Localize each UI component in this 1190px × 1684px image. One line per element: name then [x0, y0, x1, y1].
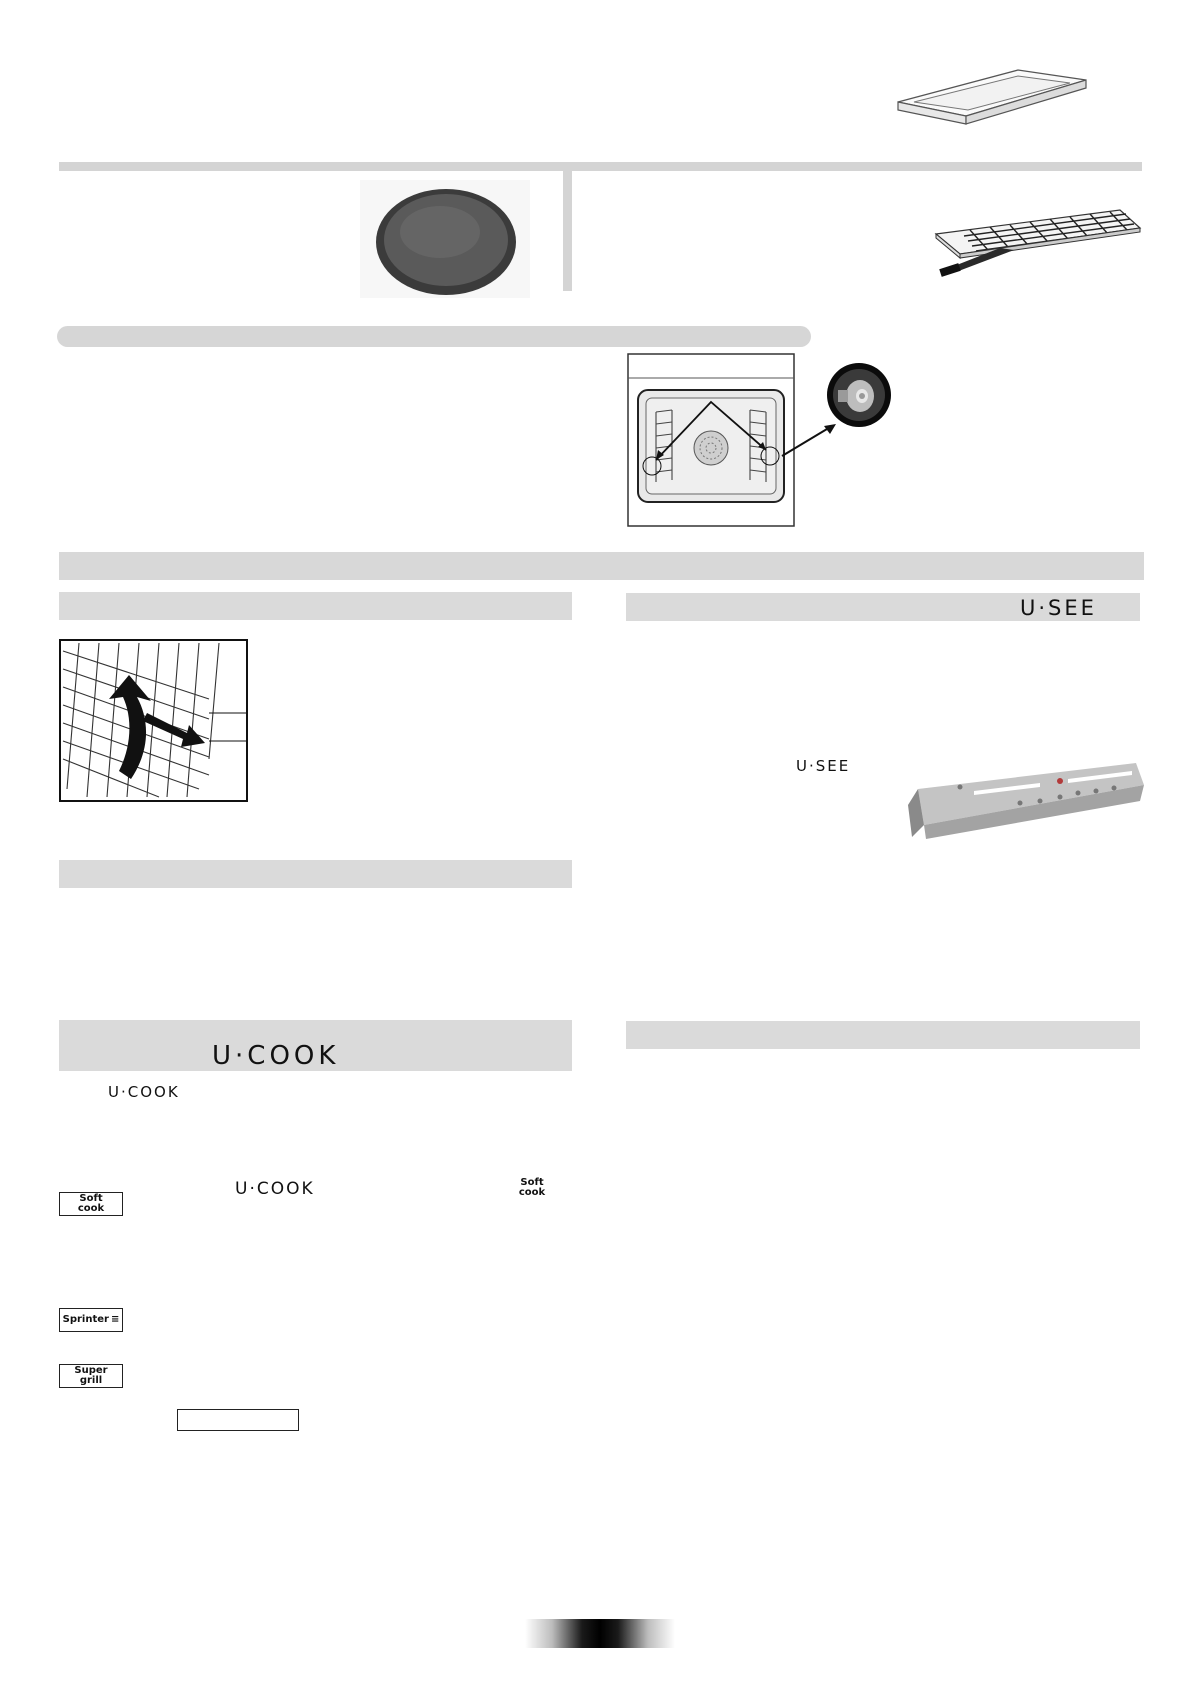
usee-logo-large: U·SEE — [1020, 596, 1097, 620]
pizza-pan-icon — [360, 180, 530, 298]
soft-cook-label-line1: Soft — [520, 1177, 544, 1188]
vertical-divider — [563, 171, 572, 291]
soft-cook-icon — [59, 1192, 123, 1216]
soft-cook-icon-inline — [508, 1178, 556, 1198]
oven-cavity-diagram — [626, 352, 796, 528]
sprinter-icon: Sprinter ≡ — [59, 1308, 123, 1332]
super-grill-icon — [59, 1364, 123, 1388]
sprinter-label: Sprinter — [62, 1314, 109, 1325]
usee-logo-inline: U·SEE — [796, 757, 851, 775]
soft-cook-label-line2: cook — [518, 1187, 546, 1198]
section-bar-cleaning — [59, 860, 572, 888]
section-bar-rack-removal — [59, 592, 572, 620]
ucook-logo-inline-2: U·COOK — [235, 1179, 315, 1199]
super-grill-line1: Super — [74, 1365, 108, 1376]
section-bar-shelf-supports — [57, 326, 811, 347]
pizza-pan-photo — [360, 180, 530, 298]
soft-cook-box-line2: cook — [77, 1203, 105, 1214]
control-panel-photo — [900, 755, 1146, 845]
section-bar-right-bottom — [626, 1021, 1140, 1049]
section-bar-main — [59, 552, 1144, 580]
baking-tray-illustration — [890, 66, 1100, 130]
page-number-badge — [525, 1619, 675, 1648]
shelf-support-detail — [826, 362, 892, 428]
ucook-logo-large: U·COOK — [212, 1041, 340, 1071]
display-box — [177, 1409, 299, 1431]
soft-cook-box-line1: Soft — [79, 1193, 103, 1204]
rack-removal-illustration — [59, 639, 248, 802]
ucook-logo-inline: U·COOK — [108, 1083, 180, 1101]
top-divider — [59, 162, 1142, 171]
super-grill-line2: grill — [79, 1375, 103, 1386]
grill-rack-illustration — [930, 200, 1148, 280]
